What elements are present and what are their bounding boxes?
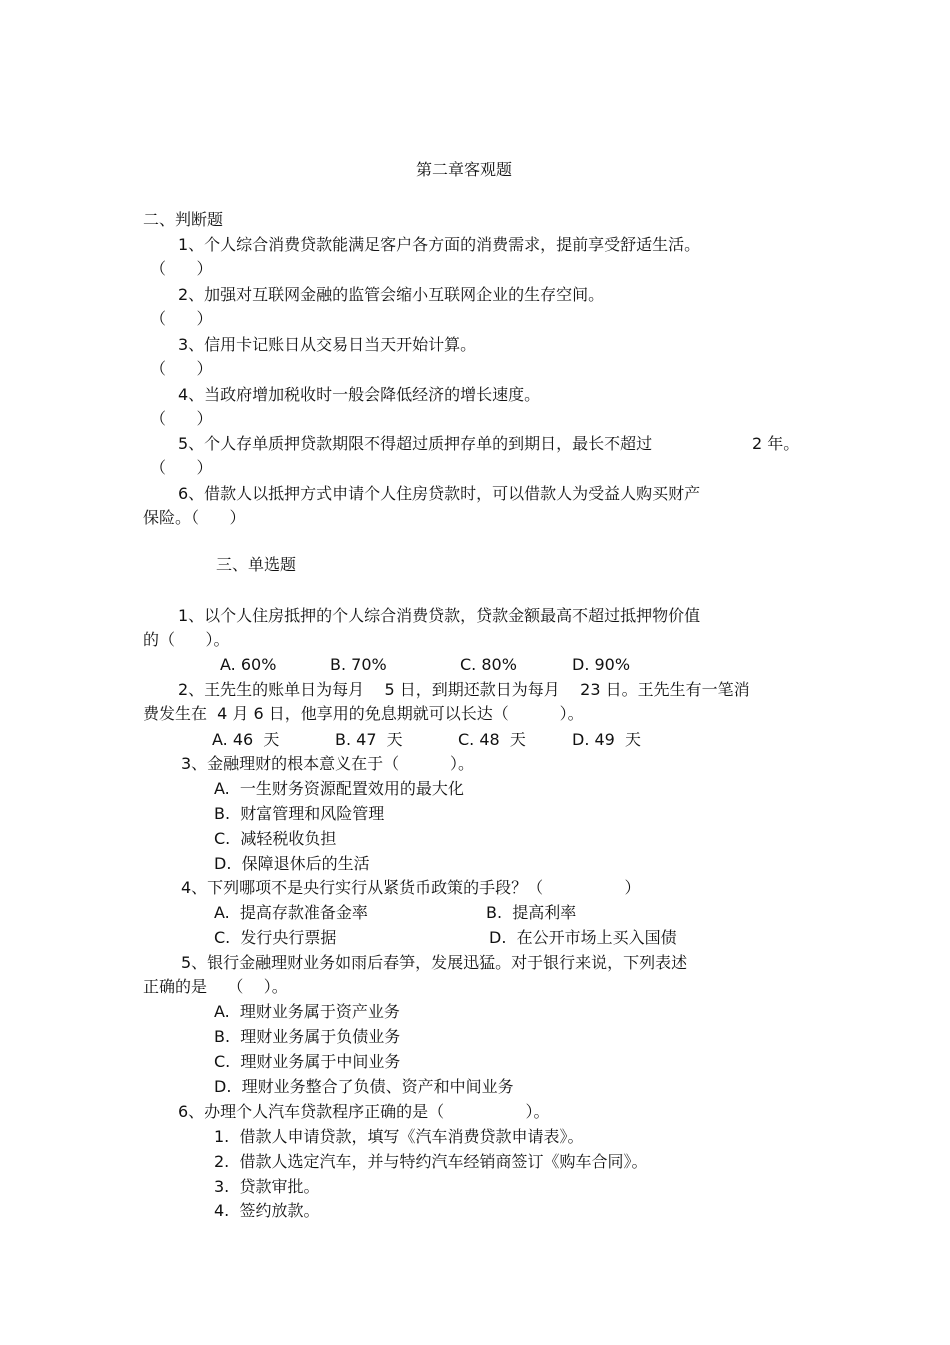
page-title: 第二章客观题 (416, 160, 513, 179)
answer-paren: （ ） (150, 359, 213, 378)
choice-question-4: 4、下列哪项不是央行实行从紧货币政策的手段？（ ） (181, 878, 641, 897)
option-a: A. 一生财务资源配置效用的最大化 (214, 779, 464, 798)
choice-question-5-cont: 正确的是 （ ）。 (143, 977, 288, 996)
answer-paren: （ ） (150, 458, 213, 477)
choice-question-1: 1、以个人住房抵押的个人综合消费贷款，贷款金额最高不超过抵押物价值 (178, 606, 701, 625)
judgment-question-6: 6、借款人以抵押方式申请个人住房贷款时，可以借款人为受益人购买财产 (178, 484, 701, 503)
section-heading-judgment: 二、判断题 (143, 210, 224, 229)
section-heading-single-choice: 三、单选题 (216, 555, 297, 574)
option-c: C. 80% (460, 655, 517, 674)
choice-question-2-cont: 费发生在 4 月 6 日，他享用的免息期就可以长达（ ）。 (143, 704, 584, 723)
option-c: C. 48 天 (458, 730, 526, 749)
option-d: D. 在公开市场上买入国债 (489, 928, 677, 947)
answer-paren: （ ） (150, 409, 213, 428)
procedure-step-2: 2. 借款人选定汽车，并与特约汽车经销商签订《购车合同》。 (214, 1152, 648, 1171)
judgment-question-4: 4、当政府增加税收时一般会降低经济的增长速度。 (178, 385, 541, 404)
judgment-question-5-years: 2 年。 (752, 434, 800, 453)
option-c: C. 发行央行票据 (214, 928, 337, 947)
choice-question-3: 3、金融理财的根本意义在于（ ）。 (181, 754, 475, 773)
option-c: C. 减轻税收负担 (214, 829, 337, 848)
option-b: B. 47 天 (335, 730, 403, 749)
choice-question-1-cont: 的（ ）。 (143, 630, 230, 649)
choice-question-2: 2、王先生的账单日为每月 5 日，到期还款日为每月 23 日。王先生有一笔消 (178, 680, 750, 699)
judgment-question-1: 1、个人综合消费贷款能满足客户各方面的消费需求，提前享受舒适生活。 (178, 235, 701, 254)
answer-paren: （ ） (150, 309, 213, 328)
option-b: B. 提高利率 (486, 903, 577, 922)
option-a: A. 46 天 (212, 730, 280, 749)
option-b: B. 财富管理和风险管理 (214, 804, 385, 823)
judgment-question-5: 5、个人存单质押贷款期限不得超过质押存单的到期日，最长不超过 (178, 434, 653, 453)
judgment-question-2: 2、加强对互联网金融的监管会缩小互联网企业的生存空间。 (178, 285, 605, 304)
option-a: A. 提高存款准备金率 (214, 903, 368, 922)
option-b: B. 理财业务属于负债业务 (214, 1027, 401, 1046)
judgment-question-3: 3、信用卡记账日从交易日当天开始计算。 (178, 335, 477, 354)
procedure-step-3: 3. 贷款审批。 (214, 1177, 320, 1196)
judgment-question-6-cont: 保险。（ ） (143, 508, 246, 527)
option-d: D. 理财业务整合了负债、资产和中间业务 (214, 1077, 514, 1096)
option-b: B. 70% (330, 655, 387, 674)
option-a: A. 理财业务属于资产业务 (214, 1002, 400, 1021)
choice-question-5: 5、银行金融理财业务如雨后春笋，发展迅猛。对于银行来说，下列表述 (181, 953, 688, 972)
procedure-step-1: 1. 借款人申请贷款，填写《汽车消费贷款申请表》。 (214, 1127, 584, 1146)
procedure-step-4: 4. 签约放款。 (214, 1201, 320, 1220)
option-a: A. 60% (220, 655, 277, 674)
option-d: D. 90% (572, 655, 631, 674)
choice-question-6: 6、办理个人汽车贷款程序正确的是（ ）。 (178, 1102, 550, 1121)
answer-paren: （ ） (150, 259, 213, 278)
option-c: C. 理财业务属于中间业务 (214, 1052, 401, 1071)
option-d: D. 49 天 (572, 730, 642, 749)
option-d: D. 保障退休后的生活 (214, 854, 370, 873)
